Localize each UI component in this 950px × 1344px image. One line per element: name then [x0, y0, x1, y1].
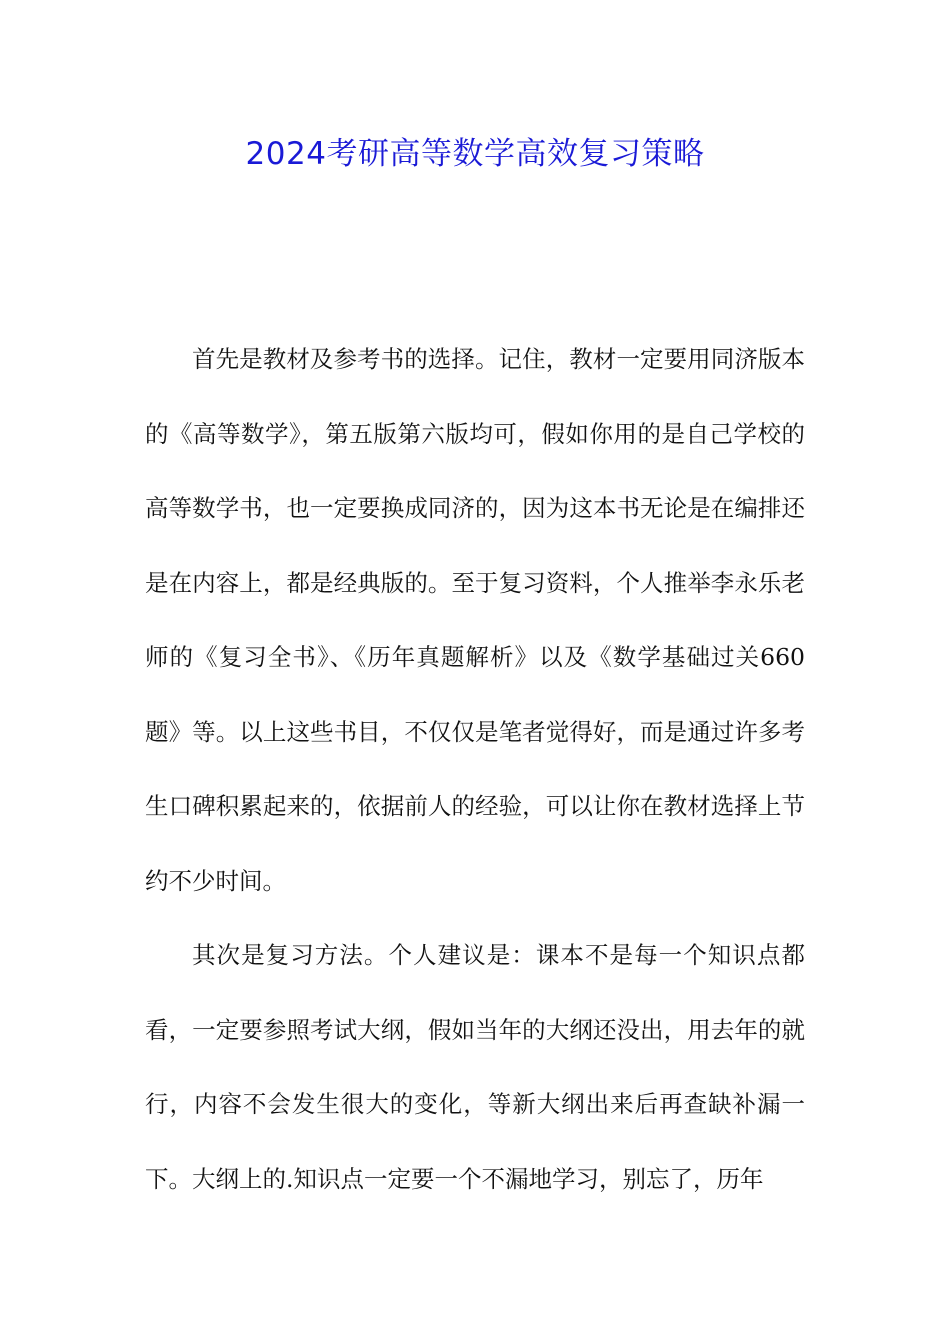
document-title: 2024考研高等数学高效复习策略	[245, 136, 705, 172]
paragraph-textbook-selection: 首先是教材及参考书的选择。记住，教材一定要用同济版本的《高等数学》，第五版第六版均可，假如你用的是自己学校的高等数学书，也一定要换成同济的，因为这本书无论是在编排还是在内容上，都是经典版的。至于复习资料，个人推举李永乐老师的《复习全书》、《历年真题解析》以及《数学基础过关660题》等。以上这些书目，不仅仅是笔者觉得好，而是通过许多考生口碑积累起来的，依据前人的经验，可以让你在教材选择上节约不少时间。	[145, 345, 805, 895]
paragraph-review-method: 其次是复习方法。个人建议是：课本不是每一个知识点都看，一定要参照考试大纲，假如当年的大纲还没出，用去年的就行，内容不会发生很大的变化，等新大纲出来后再查缺补漏一下。大纲上的.知识点一定要一个不漏地学习，别忘了，历年	[145, 941, 805, 1193]
